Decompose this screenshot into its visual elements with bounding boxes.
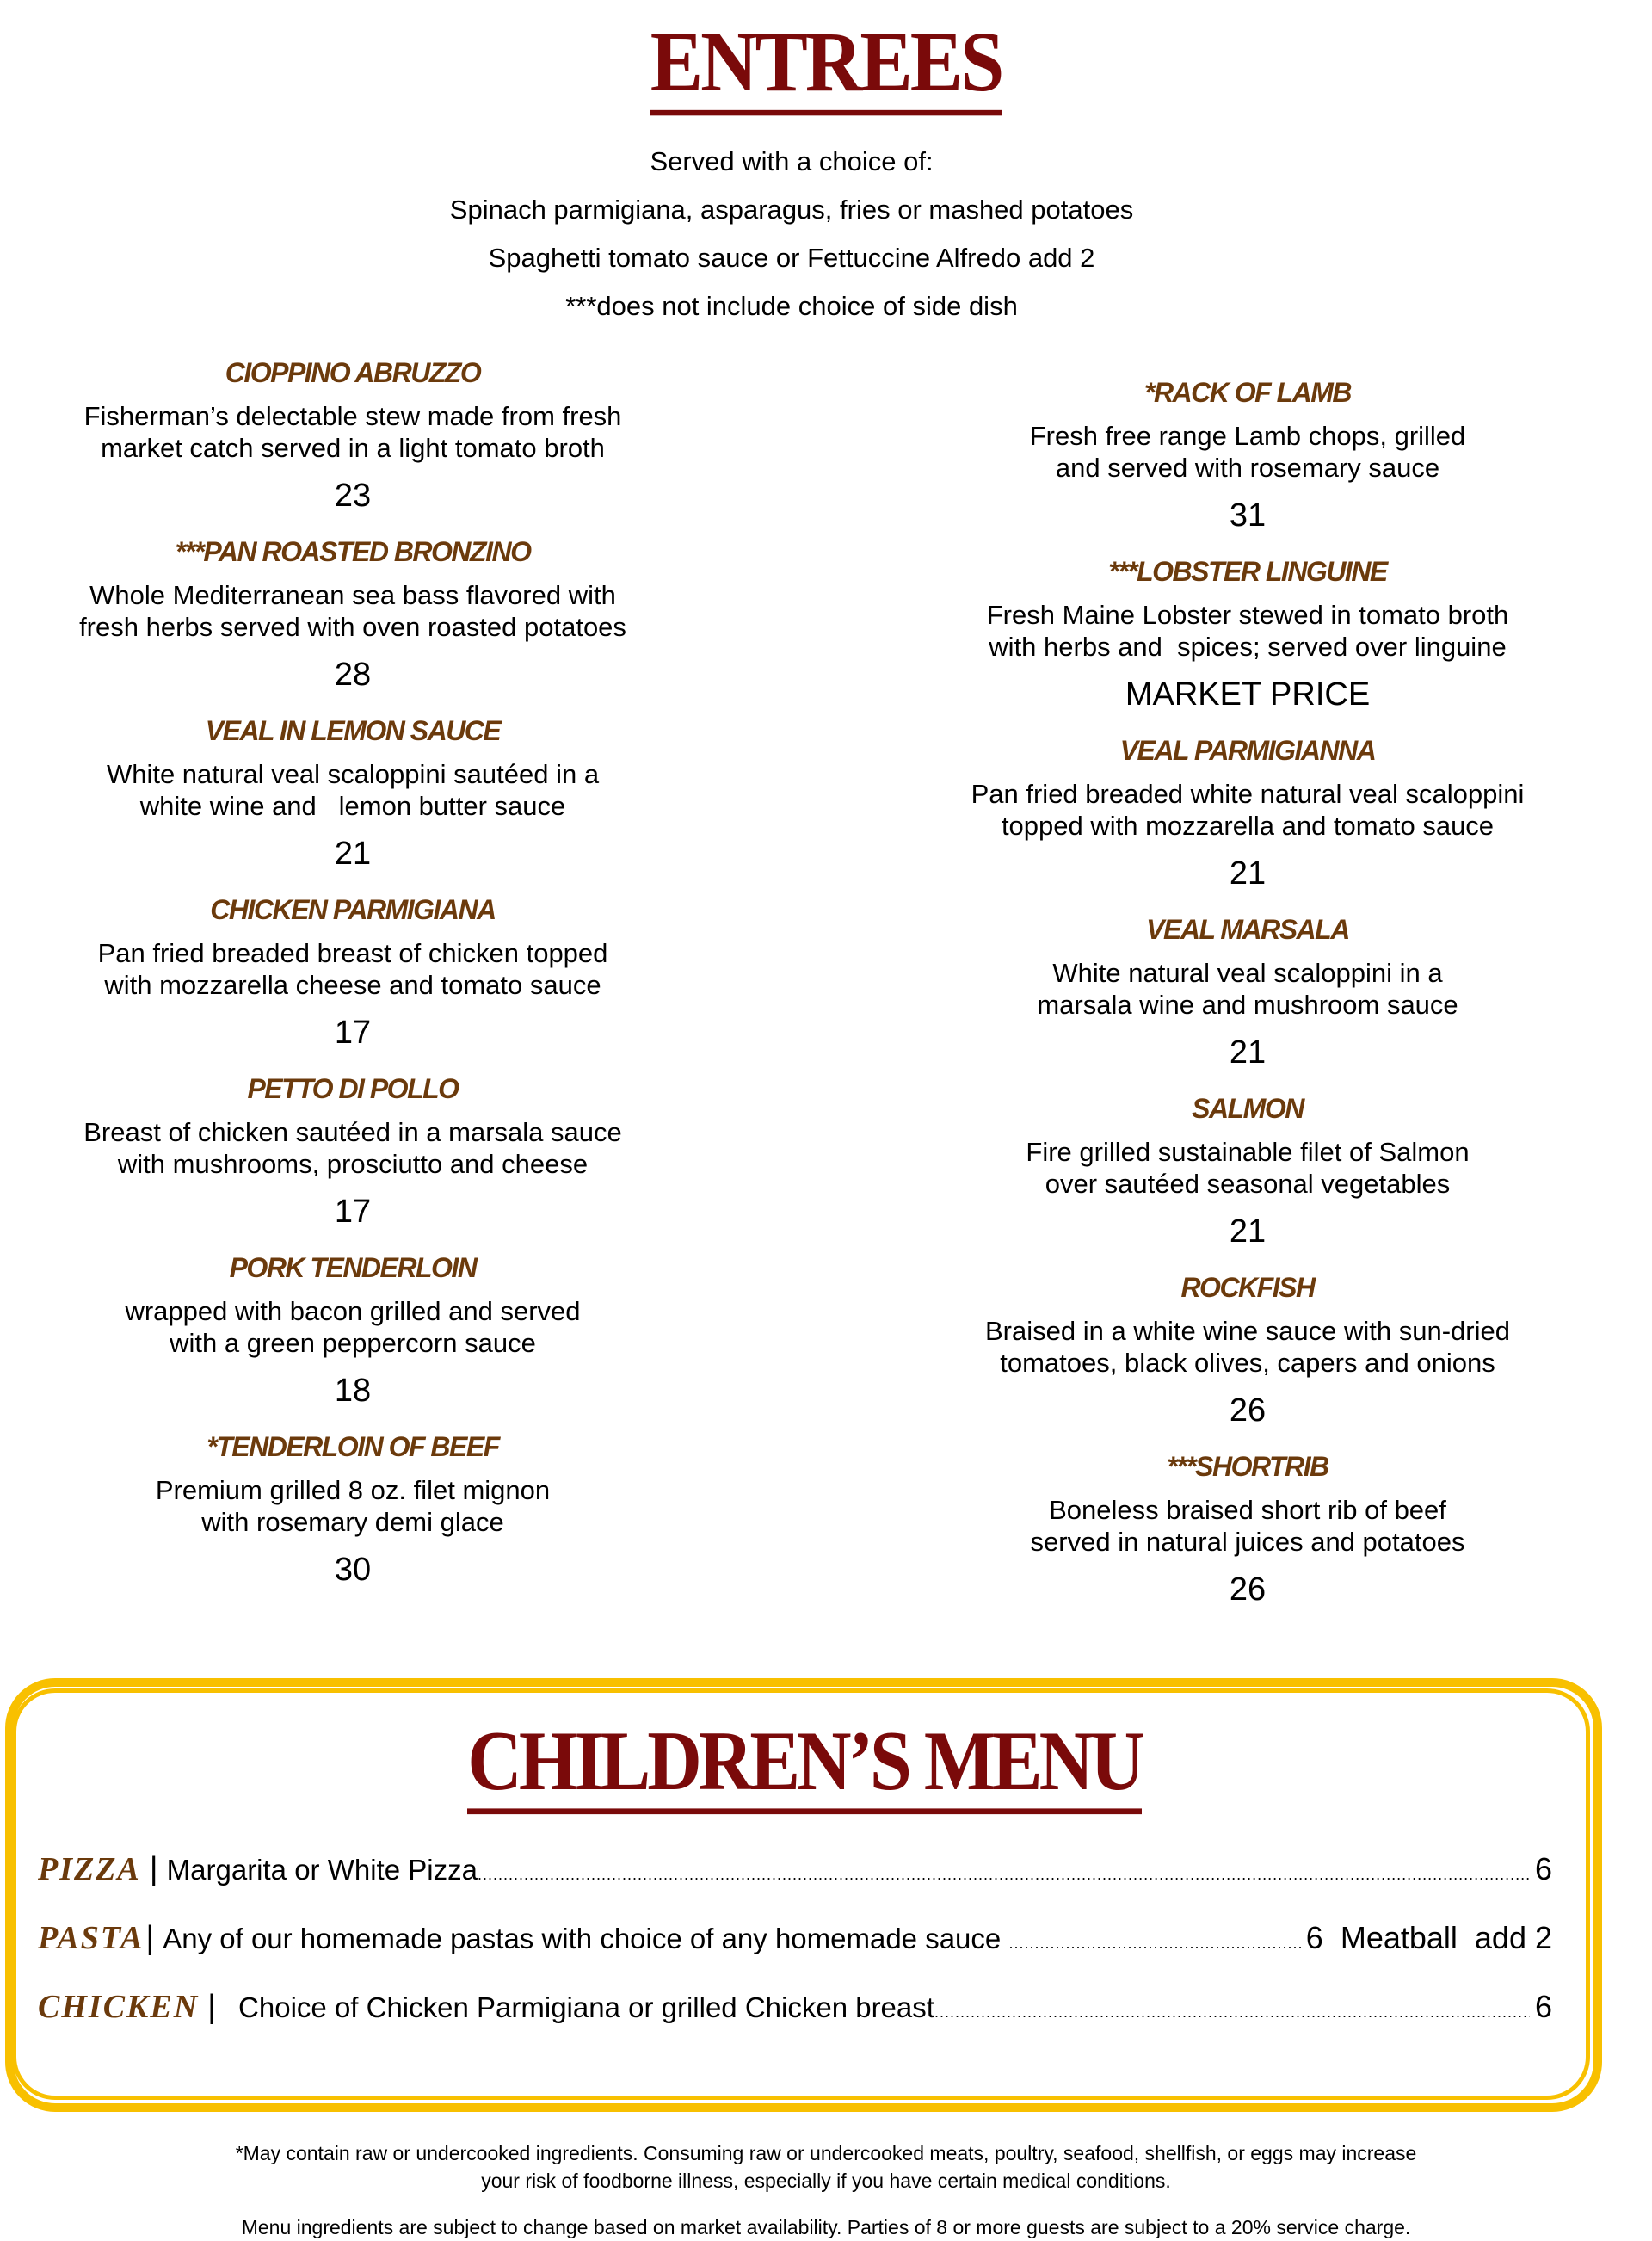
- desc-line: Whole Mediterranean sea bass flavored with: [89, 580, 616, 610]
- desc-line: market catch served in a light tomato broth: [101, 433, 605, 463]
- item-description: [0, 400, 706, 464]
- item-name: VEAL MARSALA: [1146, 914, 1349, 945]
- menu-item: [0, 1244, 706, 1423]
- item-description: [878, 599, 1618, 663]
- desc-line: with mushrooms, prosciutto and cheese: [117, 1149, 589, 1179]
- separator: |: [149, 1851, 158, 1887]
- item-description: [0, 579, 706, 643]
- childrens-menu-title: CHILDREN’S MENU: [467, 1716, 1141, 1814]
- item-name: VEAL PARMIGIANNA: [1119, 735, 1376, 766]
- intro-line: Served with a choice of:: [650, 146, 934, 176]
- item-name: CHICKEN PARMIGIANA: [210, 894, 496, 925]
- desc-line: and served with rosemary sauce: [1055, 453, 1440, 483]
- menu-item: [878, 547, 1618, 726]
- entrees-right-column: [878, 368, 1618, 1621]
- item-description: [878, 1136, 1618, 1200]
- desc-line: Fisherman’s delectable stew made from fresh: [83, 401, 622, 431]
- desc-line: fresh herbs served with oven roasted potatoes: [79, 612, 626, 642]
- desc-line: over sautéed seasonal vegetables: [1045, 1169, 1451, 1199]
- item-name: ***LOBSTER LINGUINE: [1108, 556, 1387, 587]
- item-name: CIOPPINO ABRUZZO: [225, 357, 481, 388]
- desc-line: with herbs and spices; served over linguine: [989, 632, 1507, 662]
- kids-category: CHICKEN: [38, 1989, 200, 2025]
- item-price: 21: [1229, 855, 1267, 892]
- kids-price: 6: [1534, 1851, 1552, 1886]
- intro-line: ***does not include choice of side dish: [565, 291, 1018, 321]
- menu-item: [0, 1423, 706, 1602]
- desc-line: with mozzarella cheese and tomato sauce: [104, 970, 601, 1000]
- disclaimer-line: *May contain raw or undercooked ingredients. Consuming raw or undercooked meats, poultry, seafood, shellfish, or eggs may increase: [235, 2142, 1417, 2164]
- desc-line: wrapped with bacon grilled and served: [125, 1296, 581, 1326]
- menu-item: [878, 368, 1618, 547]
- item-name: ***SHORTRIB: [1167, 1451, 1328, 1482]
- item-description: [0, 1116, 706, 1180]
- item-name: ROCKFISH: [1180, 1272, 1315, 1303]
- desc-line: white wine and lemon butter sauce: [139, 791, 566, 821]
- item-description: [878, 778, 1618, 842]
- kids-item-pizza: [38, 1850, 1552, 1888]
- item-description: [878, 957, 1618, 1021]
- item-price: 17: [334, 1015, 372, 1051]
- menu-item: [0, 707, 706, 886]
- desc-line: marsala wine and mushroom sauce: [1037, 990, 1458, 1020]
- item-description: [878, 1494, 1618, 1558]
- item-price: 21: [334, 836, 372, 872]
- desc-line: White natural veal scaloppini sautéed in a: [106, 759, 600, 789]
- intro-line: Spinach parmigiana, asparagus, fries or mashed potatoes: [449, 194, 1134, 225]
- desc-line: Fresh Maine Lobster stewed in tomato broth: [986, 600, 1509, 630]
- kids-price: 6: [1305, 1920, 1323, 1955]
- kids-category: PIZZA: [38, 1851, 141, 1887]
- kids-category: PASTA: [38, 1920, 145, 1956]
- menu-item: [0, 528, 706, 707]
- entrees-intro: [0, 138, 1583, 330]
- item-price: MARKET PRICE: [1125, 676, 1371, 713]
- disclaimer: [0, 2139, 1652, 2241]
- item-price: 18: [334, 1373, 372, 1409]
- item-price: 23: [334, 478, 372, 514]
- entrees-title-wrap: [0, 14, 1652, 112]
- disclaimer-line: your risk of foodborne illness, especially if you have certain medical conditions.: [481, 2170, 1171, 2192]
- item-description: [878, 1315, 1618, 1379]
- menu-item: [878, 1442, 1618, 1621]
- disclaimer-line: Menu ingredients are subject to change based on market availability. Parties of 8 or more guests are subject to a 20% service charge.: [241, 2216, 1411, 2238]
- desc-line: Premium grilled 8 oz. filet mignon: [155, 1475, 551, 1505]
- menu-item: [878, 905, 1618, 1084]
- item-price: 17: [334, 1194, 372, 1230]
- desc-line: topped with mozzarella and tomato sauce: [1001, 811, 1495, 841]
- desc-line: Pan fried breaded white natural veal scaloppini: [971, 779, 1525, 809]
- item-description: [0, 937, 706, 1001]
- entrees-left-column: [0, 349, 706, 1602]
- item-description: [878, 420, 1618, 484]
- desc-line: Fresh free range Lamb chops, grilled: [1029, 421, 1466, 451]
- item-price: 28: [334, 657, 372, 693]
- item-price: 26: [1229, 1571, 1267, 1608]
- kids-item-chicken: [38, 1988, 1552, 2026]
- desc-line: White natural veal scaloppini in a: [1052, 958, 1443, 988]
- item-price: 31: [1229, 497, 1267, 534]
- dot-leader: [1008, 1935, 1300, 1953]
- item-price: 21: [1229, 1213, 1267, 1250]
- item-name: PETTO DI POLLO: [247, 1073, 459, 1104]
- menu-item: [878, 1084, 1618, 1263]
- menu-item: [0, 349, 706, 528]
- kids-description: Margarita or White Pizza: [166, 1854, 478, 1886]
- separator: |: [145, 1920, 155, 1956]
- desc-line: Boneless braised short rib of beef: [1049, 1495, 1446, 1525]
- desc-line: with rosemary demi glace: [201, 1507, 504, 1537]
- kids-description: Choice of Chicken Parmigiana or grilled Chicken breast: [238, 1991, 934, 2023]
- desc-line: Breast of chicken sautéed in a marsala sauce: [83, 1117, 622, 1147]
- desc-line: Fire grilled sustainable filet of Salmon: [1026, 1137, 1470, 1167]
- desc-line: served in natural juices and potatoes: [1030, 1527, 1465, 1557]
- menu-item: [878, 1263, 1618, 1442]
- item-price: 21: [1229, 1034, 1267, 1071]
- item-description: [0, 758, 706, 822]
- dot-leader: [934, 2003, 1530, 2022]
- item-name: VEAL IN LEMON SAUCE: [205, 715, 501, 746]
- item-price: 30: [334, 1552, 372, 1588]
- dot-leader: [478, 1866, 1530, 1884]
- kids-price: 6: [1534, 1989, 1552, 2024]
- menu-item: [878, 726, 1618, 905]
- desc-line: with a green peppercorn sauce: [170, 1328, 536, 1358]
- separator: |: [207, 1989, 217, 2025]
- item-price: 26: [1229, 1392, 1267, 1429]
- kids-item-pasta: [38, 1919, 1552, 1957]
- item-name: ***PAN ROASTED BRONZINO: [175, 536, 531, 567]
- menu-item: [0, 1065, 706, 1244]
- kids-extra: Meatball add 2: [1340, 1920, 1552, 1955]
- item-name: PORK TENDERLOIN: [229, 1252, 477, 1283]
- kids-description: Any of our homemade pastas with choice of any homemade sauce: [163, 1923, 1009, 1954]
- desc-line: Braised in a white wine sauce with sun-dried: [985, 1316, 1510, 1346]
- item-name: *RACK OF LAMB: [1143, 377, 1352, 408]
- item-description: [0, 1295, 706, 1359]
- item-description: [0, 1474, 706, 1538]
- desc-line: Pan fried breaded breast of chicken topped: [97, 938, 608, 968]
- childrens-title-wrap: [0, 1714, 1609, 1809]
- entrees-title: ENTREES: [650, 15, 1002, 116]
- desc-line: tomatoes, black olives, capers and onions: [1000, 1348, 1495, 1378]
- item-name: *TENDERLOIN OF BEEF: [206, 1431, 499, 1462]
- intro-line: Spaghetti tomato sauce or Fettuccine Alfredo add 2: [488, 243, 1095, 273]
- menu-item: [0, 886, 706, 1065]
- item-name: SALMON: [1192, 1093, 1304, 1124]
